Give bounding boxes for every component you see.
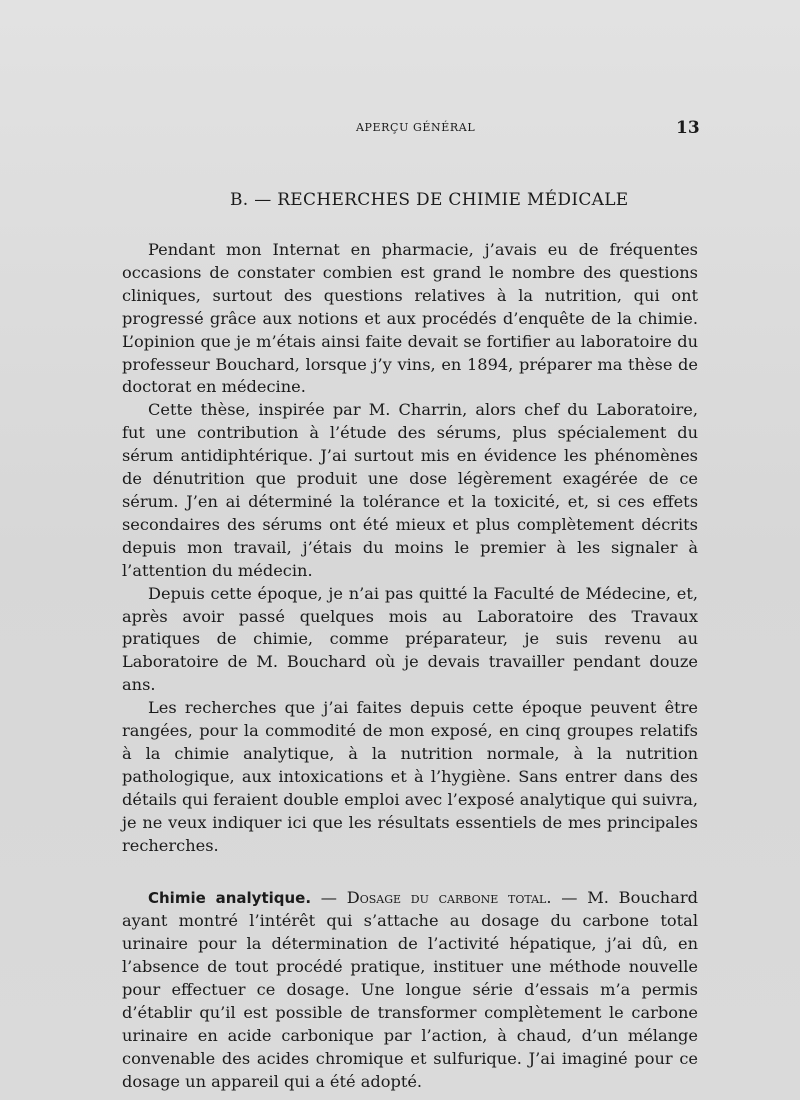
topic-heading: Chimie analytique. <box>148 889 312 908</box>
running-title: APERÇU GÉNÉRAL <box>356 121 476 134</box>
paragraph-recherches: Les recherches que j’ai faites depuis cette époque peuvent être rangées, pour la commodité de mon exposé, en cinq groupes relatifs à la chimie analytique, à la nutrition normale, à la nutrition pathologique, aux intoxications et à l’hygiène. Sans entrer dans des détails qui feraient double emploi avec l’exposé analytique qui suivra, je ne veux indiquer ici que les résultats essentiels de mes principales recherches. <box>122 698 698 855</box>
section-heading: B. — RECHERCHES DE CHIMIE MÉDICALE <box>230 190 629 210</box>
subtopic-heading: Dosage du carbone total. <box>346 888 552 908</box>
paragraph-faculte: Depuis cette époque, je n’ai pas quitté la Faculté de Médecine, et, après avoir passé quelques mois au Laboratoire des Travaux pratiques de chimie, comme préparateur, je suis revenu au Laboratoire de M. Bouchard où je devais travailler pendant douze ans. <box>122 583 698 695</box>
body-text <box>122 239 698 1094</box>
topic-dash: — <box>311 888 347 908</box>
paragraph-these: Cette thèse, inspirée par M. Charrin, alors chef du Laboratoire, fut une contribution à l’étude des sérums, plus spécialement du sérum antidiphtérique. J’ai surtout mis en évidence les phénomènes de dénutrition que produit une dose légèrement exagérée de ce sérum. J’en ai déterminé la tolérance et la toxicité, et, si ces effets secondaires des sérums ont été mieux et plus complètement décrits depuis mon travail, j’étais du moins le premier à les signaler à l’attention du médecin. <box>122 400 698 580</box>
paragraph-chimie-analytique <box>122 887 698 1093</box>
paragraph-internat: Pendant mon Internat en pharmacie, j’avais eu de fréquentes occasions de constater combien est grand le nombre des questions cliniques, surtout des questions relatives à la nutrition, qui ont progressé grâce aux notions et aux procédés d’enquête de la chimie. L’opinion que je m’étais ainsi faite devait se fortifier au laboratoire du professeur Bouchard, lorsque j’y vins, en 1894, préparer ma thèse de doctorat en médecine. <box>122 240 698 397</box>
subtopic-dash: — <box>551 888 588 908</box>
paragraph-text: M. Bouchard ayant montré l’intérêt qui s’attache au dosage du carbone total urinaire pour la détermination de l’activité hépatique, j’ai dû, en l’absence de tout procédé pratique, instituer une méthode nouvelle pour effectuer ce dosage. Une longue série d’essais m’a permis d’établir qu’il est possible de transformer complètement le carbone urinaire en acide carbonique par l’action, à chaud, d’un mélange convenable des acides chromique et sulfurique. J’ai imaginé pour ce dosage un appareil qui a été adopté. <box>122 888 698 1091</box>
running-head <box>0 118 800 141</box>
page-number: 13 <box>676 118 700 138</box>
